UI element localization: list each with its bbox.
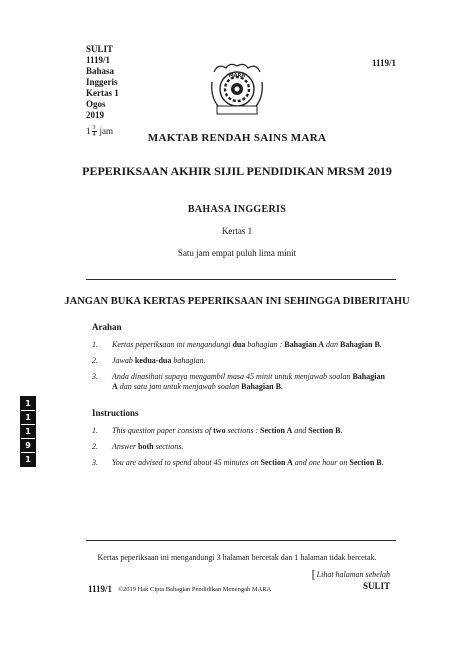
instructions-heading: Instructions [92, 408, 139, 418]
mara-seal-icon [208, 60, 266, 120]
duration-denominator: 4 [92, 132, 96, 138]
paper-info-block [86, 44, 119, 138]
duration-unit: jam [99, 126, 113, 136]
duration-whole: 1 [86, 126, 91, 136]
footer-code: 1119/1 [88, 584, 113, 594]
warning-text: JANGAN BUKA KERTAS PEPERIKSAAN INI SEHINGGA DIBERITAHU [64, 296, 410, 307]
list-item: 1. Kertas peperiksaan ini mengandungi dua bahagian : Bahagian A dan Bahagian B. [92, 340, 382, 349]
list-item: 2. Answer both sections. [92, 442, 184, 451]
side-code-digit: 1 [21, 397, 35, 411]
info-line-subject-1: Bahasa [86, 66, 115, 76]
list-item: 3. You are advised to spend about 45 minutes on Section A and one hour on Section B. [92, 458, 384, 467]
list-item: 1. This question paper consists of two sections : Section A and Section B. [92, 426, 343, 435]
footer-sulit: SULIT [362, 581, 390, 591]
arahan-heading: Arahan [92, 322, 122, 332]
duration-numerator: 3 [92, 125, 96, 131]
side-code-digit: 1 [25, 455, 31, 464]
side-code-box [20, 396, 36, 467]
divider-line [86, 279, 396, 280]
page-count-note: Kertas peperiksaan ini mengandungi 3 halaman bercetak dan 1 halaman tidak bercetak. [97, 553, 377, 562]
side-code-digit: 9 [21, 439, 35, 453]
side-code-digit: 1 [21, 425, 35, 439]
copyright-text: ©2019 Hak Cipta Bahagian Pendidikan Menengah MARA [118, 586, 272, 593]
info-line-month: Ogos [86, 99, 106, 109]
paper-number: Kertas 1 [221, 226, 253, 236]
info-line-year: 2019 [86, 110, 104, 120]
subject-title: BAHASA INGGERIS [187, 204, 287, 215]
exam-title: PEPERIKSAAN AKHIR SIJIL PENDIDIKAN MRSM 2019 [82, 164, 392, 178]
top-right-code: 1119/1 [371, 58, 396, 68]
info-line-code: 1119/1 [86, 55, 111, 65]
list-item: 2. Jawab kedua-dua bahagian. [92, 356, 206, 365]
list-item: 3. Anda dinasihati supaya mengambil masa 45 minit untuk menjawab soalan Bahagian A dan satu jam untuk menjawab soalan Bahagian B. [92, 372, 385, 391]
organization-name: MAKTAB RENDAH SAINS MARA [147, 132, 327, 144]
side-code-digit: 1 [21, 411, 35, 425]
info-line-subject-2: Inggeris [86, 77, 118, 87]
see-next-page: [Lihat halaman sebelah [311, 567, 390, 581]
instructions-list [92, 426, 392, 474]
time-allowed: Satu jam empat puluh lima minit [177, 248, 297, 258]
arahan-list [92, 340, 392, 398]
footer-divider [86, 540, 396, 541]
info-line-sulit: SULIT [86, 44, 114, 54]
info-line-paper: Kertas 1 [86, 88, 119, 98]
seal-text: MARA [228, 73, 246, 79]
